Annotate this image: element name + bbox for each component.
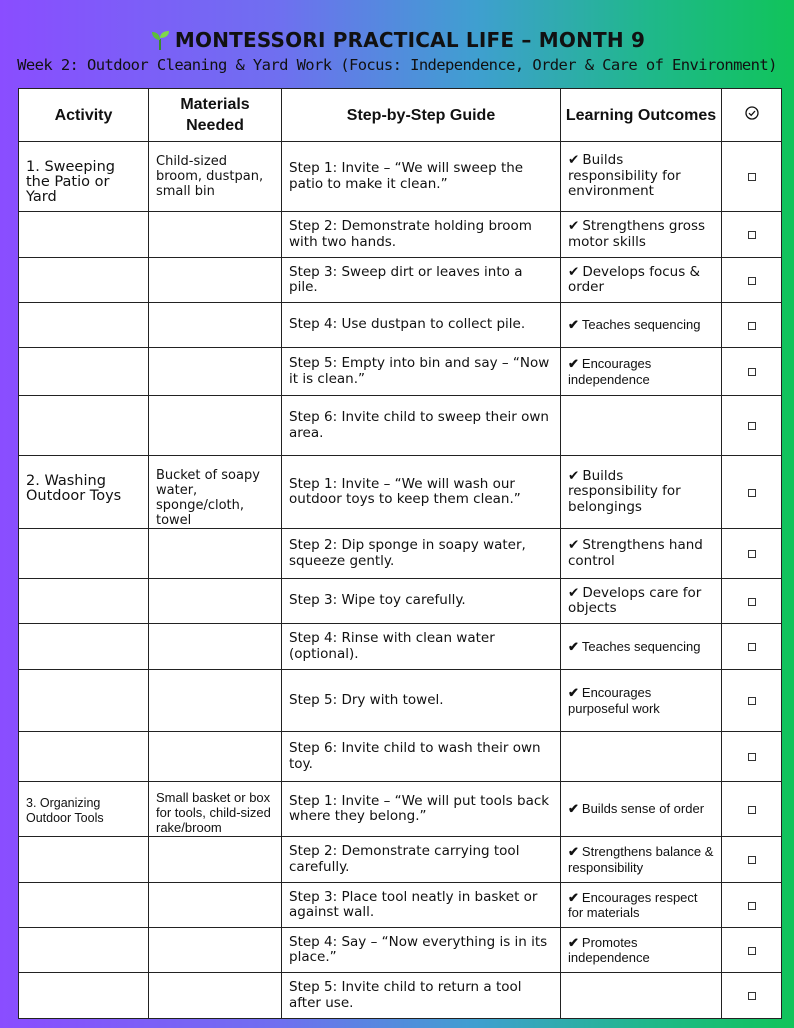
seedling-icon [149, 29, 171, 56]
circle-check-icon [745, 107, 759, 124]
checkbox-cell [722, 670, 782, 732]
outcome-cell [561, 348, 722, 396]
table-row [19, 928, 782, 973]
checkbox-cell [722, 624, 782, 670]
outcome-text: Encourages independence [568, 356, 652, 387]
outcome-text: Strengthens gross motor skills [568, 218, 706, 250]
checkmark-icon: ✔ [568, 685, 579, 700]
table-row [19, 456, 782, 529]
checkmark-icon: ✔ [568, 638, 579, 654]
checkbox[interactable] [748, 856, 756, 864]
header-guide: Step-by-Step Guide [282, 89, 561, 142]
checkbox[interactable] [748, 173, 756, 181]
outcome-cell [561, 732, 722, 782]
header-check [722, 89, 782, 142]
step-cell: Step 3: Wipe toy carefully. [282, 579, 561, 624]
outcome-text: Teaches sequencing [581, 638, 701, 654]
activity-cell: 2. Washing Outdoor Toys [19, 456, 149, 529]
checkbox[interactable] [748, 489, 756, 497]
materials-cell [149, 303, 282, 348]
outcome-cell [561, 456, 722, 529]
step-cell: Step 5: Empty into bin and say – “Now it is clean.” [282, 348, 561, 396]
activity-cell [19, 973, 149, 1019]
checkbox-cell [722, 303, 782, 348]
outcome-cell [561, 212, 722, 258]
title-text: MONTESSORI PRACTICAL LIFE – MONTH 9 [174, 28, 646, 52]
checkbox-cell [722, 837, 782, 883]
checkbox-cell [722, 212, 782, 258]
checkmark-icon: ✔ [568, 584, 580, 601]
step-cell: Step 1: Invite – “We will put tools back where they belong.” [282, 782, 561, 837]
activity-cell [19, 883, 149, 928]
checkbox-cell [722, 928, 782, 973]
outcome-text: Develops care for objects [568, 584, 702, 616]
table-row [19, 258, 782, 303]
materials-cell [149, 670, 282, 732]
checkmark-icon: ✔ [568, 218, 580, 234]
outcome-text: Promotes independence [568, 934, 650, 965]
materials-cell [149, 579, 282, 624]
step-cell: Step 4: Use dustpan to collect pile. [282, 303, 561, 348]
activity-cell [19, 732, 149, 782]
checkbox[interactable] [748, 643, 756, 651]
checkmark-icon: ✔ [568, 537, 580, 553]
checkmark-icon: ✔ [568, 356, 579, 371]
checkmark-icon: ✔ [568, 889, 579, 905]
outcome-cell [561, 883, 722, 928]
table-row [19, 579, 782, 624]
table-row [19, 348, 782, 396]
activity-cell [19, 258, 149, 303]
activity-cell: 3. Organizing Outdoor Tools [19, 782, 149, 837]
checkbox-cell [722, 258, 782, 303]
outcome-cell [561, 782, 722, 837]
outcome-cell [561, 579, 722, 624]
checkbox-cell [722, 782, 782, 837]
activity-cell [19, 212, 149, 258]
materials-cell [149, 928, 282, 973]
table-row [19, 883, 782, 928]
step-cell: Step 6: Invite child to wash their own toy. [282, 732, 561, 782]
activity-cell [19, 303, 149, 348]
activity-cell [19, 579, 149, 624]
checkmark-icon: ✔ [568, 467, 580, 484]
materials-cell: Small basket or box for tools, child-sized rake/broom [149, 782, 282, 837]
table-row [19, 837, 782, 883]
outcome-cell [561, 670, 722, 732]
checkbox[interactable] [748, 992, 756, 1000]
activity-cell [19, 529, 149, 579]
activity-table [18, 88, 782, 1019]
outcome-cell [561, 303, 722, 348]
outcome-text: Strengthens balance & responsibility [568, 844, 714, 875]
outcome-text: Encourages respect for materials [568, 889, 698, 920]
step-cell: Step 1: Invite – “We will sweep the patio to make it clean.” [282, 142, 561, 212]
table-row [19, 732, 782, 782]
activity-cell [19, 670, 149, 732]
table-row [19, 782, 782, 837]
checkbox[interactable] [748, 947, 756, 955]
header-activity: Activity [19, 89, 149, 142]
materials-cell: Child-sized broom, dustpan, small bin [149, 142, 282, 212]
outcome-text: Builds responsibility for belongings [568, 467, 681, 515]
step-cell: Step 2: Demonstrate holding broom with two hands. [282, 212, 561, 258]
checkbox-cell [722, 142, 782, 212]
activity-cell [19, 396, 149, 456]
activity-cell [19, 837, 149, 883]
outcome-cell [561, 396, 722, 456]
table-row [19, 624, 782, 670]
step-cell: Step 4: Rinse with clean water (optional). [282, 624, 561, 670]
checkmark-icon: ✔ [568, 152, 580, 169]
step-cell: Step 4: Say – “Now everything is in its place.” [282, 928, 561, 973]
step-cell: Step 2: Dip sponge in soapy water, squeeze gently. [282, 529, 561, 579]
checkbox[interactable] [748, 806, 756, 814]
checkbox-cell [722, 973, 782, 1019]
step-cell: Step 3: Place tool neatly in basket or against wall. [282, 883, 561, 928]
step-cell: Step 5: Invite child to return a tool after use. [282, 973, 561, 1019]
outcome-cell [561, 928, 722, 973]
outcome-cell [561, 624, 722, 670]
outcome-text: Builds sense of order [581, 801, 705, 817]
activity-cell [19, 928, 149, 973]
page-title [0, 28, 794, 56]
checkmark-icon: ✔ [568, 263, 580, 280]
materials-cell [149, 212, 282, 258]
checkbox-cell [722, 396, 782, 456]
step-cell: Step 6: Invite child to sweep their own area. [282, 396, 561, 456]
materials-cell [149, 258, 282, 303]
step-cell: Step 2: Demonstrate carrying tool carefully. [282, 837, 561, 883]
outcome-text: Encourages purposeful work [568, 685, 660, 716]
table-row [19, 142, 782, 212]
checkmark-icon: ✔ [568, 801, 579, 817]
checkbox[interactable] [748, 322, 756, 330]
activity-cell [19, 624, 149, 670]
materials-cell [149, 973, 282, 1019]
table-row [19, 303, 782, 348]
checkbox-cell [722, 348, 782, 396]
activity-cell [19, 348, 149, 396]
header-materials: Materials Needed [149, 89, 282, 142]
materials-cell: Bucket of soapy water, sponge/cloth, towel [149, 456, 282, 529]
checkbox[interactable] [748, 422, 756, 430]
checkbox-cell [722, 883, 782, 928]
checkbox[interactable] [748, 550, 756, 558]
checkmark-icon: ✔ [568, 317, 579, 333]
activity-cell: 1. Sweeping the Patio or Yard [19, 142, 149, 212]
table-row [19, 212, 782, 258]
materials-cell [149, 883, 282, 928]
outcome-cell [561, 258, 722, 303]
outcome-text: Develops focus & order [568, 263, 701, 295]
checkbox[interactable] [748, 231, 756, 239]
outcome-text: Builds responsibility for environment [568, 152, 681, 200]
table-header-row [19, 89, 782, 142]
materials-cell [149, 837, 282, 883]
page-subtitle: Week 2: Outdoor Cleaning & Yard Work (Focus: Independence, Order & Care of Environment) [17, 56, 777, 74]
materials-cell [149, 732, 282, 782]
checkbox-cell [722, 732, 782, 782]
checkbox-cell [722, 456, 782, 529]
outcome-cell [561, 837, 722, 883]
step-cell: Step 5: Dry with towel. [282, 670, 561, 732]
checkmark-icon: ✔ [568, 844, 579, 859]
outcome-cell [561, 142, 722, 212]
outcome-cell [561, 529, 722, 579]
outcome-text: Strengthens hand control [568, 537, 703, 569]
table-row [19, 670, 782, 732]
checkbox[interactable] [748, 697, 756, 705]
checkbox-cell [722, 529, 782, 579]
table-row [19, 529, 782, 579]
header-outcomes: Learning Outcomes [561, 89, 722, 142]
table-row [19, 973, 782, 1019]
materials-cell [149, 624, 282, 670]
outcome-cell [561, 973, 722, 1019]
checkbox[interactable] [748, 277, 756, 285]
step-cell: Step 3: Sweep dirt or leaves into a pile. [282, 258, 561, 303]
checkbox[interactable] [748, 753, 756, 761]
checkbox[interactable] [748, 598, 756, 606]
materials-cell [149, 348, 282, 396]
outcome-text: Teaches sequencing [581, 317, 701, 333]
table-row [19, 396, 782, 456]
checkbox[interactable] [748, 902, 756, 910]
step-cell: Step 1: Invite – “We will wash our outdoor toys to keep them clean.” [282, 456, 561, 529]
checkbox-cell [722, 579, 782, 624]
checkmark-icon: ✔ [568, 934, 579, 950]
checkbox[interactable] [748, 368, 756, 376]
materials-cell [149, 396, 282, 456]
materials-cell [149, 529, 282, 579]
